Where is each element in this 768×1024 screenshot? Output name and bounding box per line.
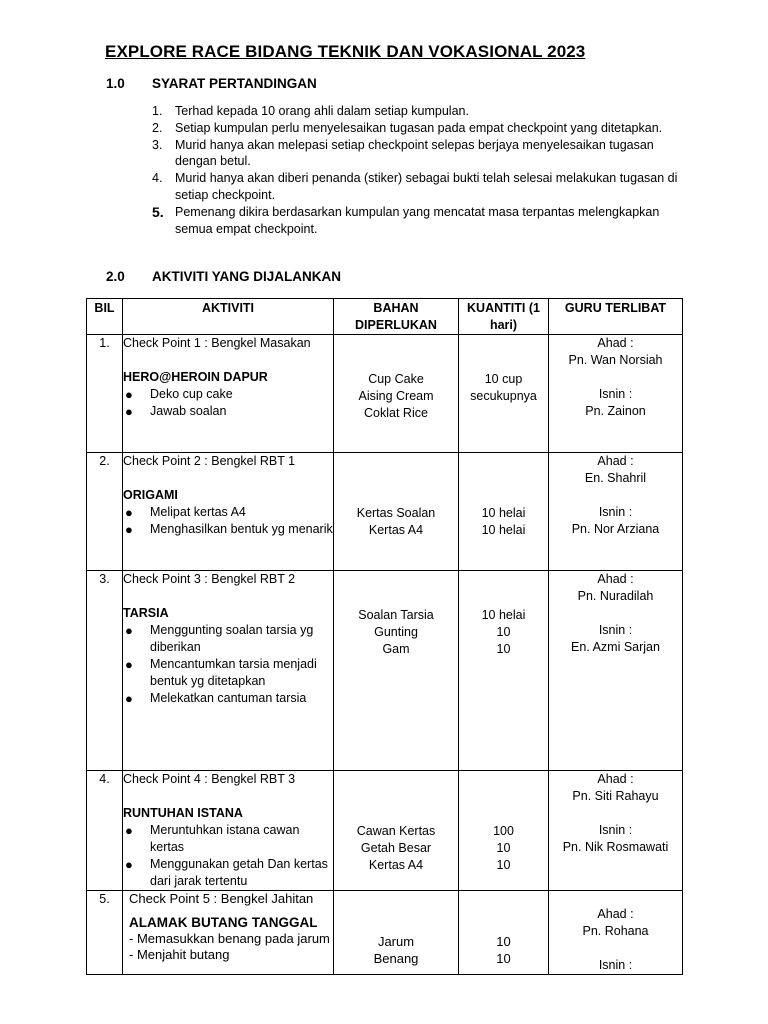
rule-item — [150, 204, 690, 238]
bahan-cell — [334, 571, 459, 771]
header-bil: BIL — [87, 299, 123, 335]
activity-table — [86, 298, 683, 975]
task-item — [123, 386, 333, 403]
bahan-cell — [334, 771, 459, 891]
activity-cell — [123, 891, 334, 975]
row-number: 1. — [87, 335, 123, 453]
activity-title: ORIGAMI — [123, 488, 178, 502]
activity-cell — [123, 771, 334, 891]
rule-item — [150, 170, 690, 204]
bullet-icon: ● — [125, 522, 133, 537]
task-text: - Menjahit butang — [129, 947, 230, 962]
task-text: Mencantumkan tarsia menjadi bentuk yg ditetapkan — [150, 657, 317, 688]
kuantiti-item: 10 — [496, 625, 511, 639]
task-text: Meruntuhkan istana cawan kertas — [150, 823, 300, 854]
kuantiti-item: 10 helai — [481, 608, 526, 622]
rule-item — [150, 120, 690, 137]
guru-day: Ahad : — [597, 454, 634, 468]
kuantiti-item: 10 helai — [481, 506, 526, 520]
task-text: Deko cup cake — [150, 387, 233, 401]
task-text: Menggunting soalan tarsia yg diberikan — [150, 623, 314, 654]
kuantiti-item: 100 — [493, 824, 514, 838]
row-number: 3. — [87, 571, 123, 771]
kuantiti-cell — [459, 571, 549, 771]
header-bahan: BAHAN DIPERLUKAN — [334, 299, 459, 335]
guru-cell — [549, 453, 683, 571]
task-text: Jawab soalan — [150, 404, 227, 418]
rules-list — [150, 103, 690, 237]
task-item — [123, 504, 333, 521]
kuantiti-item: 10 — [496, 841, 511, 855]
rule-text: Murid hanya akan diberi penanda (stiker) sebagai bukti telah selesai melakukan tugasan di setiap checkpoint. — [175, 171, 678, 202]
rule-text: Setiap kumpulan perlu menyelesaikan tugasan pada empat checkpoint yang ditetapkan. — [175, 120, 663, 135]
rule-number: 4. — [152, 171, 163, 186]
rule-text: Terhad kepada 10 orang ahli dalam setiap kumpulan. — [175, 104, 469, 118]
guru-name: Pn. Nuradilah — [577, 589, 654, 603]
guru-name: Pn. Siti Rahayu — [572, 789, 659, 803]
activity-cell — [123, 453, 334, 571]
guru-cell — [549, 891, 683, 975]
row-number: 4. — [87, 771, 123, 891]
table-row — [87, 335, 683, 453]
task-item — [123, 521, 333, 538]
header-guru: GURU TERLIBAT — [549, 299, 683, 335]
task-list — [123, 386, 333, 420]
rule-number: 1. — [152, 104, 163, 118]
guru-cell — [549, 771, 683, 891]
bullet-icon: ● — [125, 657, 133, 672]
section-1-heading — [106, 76, 317, 91]
guru-name: En. Shahril — [584, 471, 647, 485]
task-list — [123, 622, 333, 707]
guru-day: Isnin : — [598, 958, 633, 972]
row-number: 2. — [87, 453, 123, 571]
guru-day: Isnin : — [598, 823, 633, 837]
checkpoint-label: Check Point 2 : Bengkel RBT 1 — [123, 454, 296, 468]
guru-day: Isnin : — [598, 505, 633, 519]
kuantiti-cell — [459, 891, 549, 975]
task-item — [123, 856, 333, 890]
section-2-title: AKTIVITI YANG DIJALANKAN — [152, 269, 342, 284]
rule-text: Pemenang dikira berdasarkan kumpulan yang mencatat masa terpantas melengkapkan semua empat checkpoint. — [175, 204, 660, 236]
kuantiti-cell — [459, 453, 549, 571]
rule-number: 3. — [152, 137, 163, 152]
kuantiti-cell — [459, 771, 549, 891]
kuantiti-item: 10 — [496, 858, 511, 872]
kuantiti-item: 10 helai — [481, 523, 526, 537]
bahan-item: Benang — [373, 951, 419, 966]
kuantiti-cell — [459, 335, 549, 453]
section-2-heading — [106, 269, 341, 284]
bahan-item: Soalan Tarsia — [358, 608, 434, 622]
guru-day: Ahad : — [597, 336, 634, 350]
guru-day: Ahad : — [597, 907, 634, 921]
header-kuantiti: KUANTITI (1 hari) — [459, 299, 549, 335]
bahan-item: Kertas Soalan — [356, 506, 436, 520]
guru-name: Pn. Wan Norsiah — [568, 353, 663, 367]
section-2-number: 2.0 — [106, 269, 125, 284]
activity-cell — [123, 335, 334, 453]
bahan-item: Kertas A4 — [368, 858, 424, 872]
guru-name: En. Azmi Sarjan — [571, 640, 660, 654]
kuantiti-item: 10 — [496, 951, 511, 966]
row-number: 5. — [87, 891, 123, 975]
task-text: - Memasukkan benang pada jarum — [129, 931, 330, 946]
rule-item — [150, 103, 690, 120]
section-1-title: SYARAT PERTANDINGAN — [152, 76, 317, 91]
task-item — [123, 822, 333, 856]
task-text: Melekatkan cantuman tarsia — [150, 691, 307, 705]
task-item — [123, 403, 333, 420]
table-row — [87, 571, 683, 771]
bahan-cell — [334, 453, 459, 571]
bahan-item: Getah Besar — [360, 841, 432, 855]
table-row — [87, 891, 683, 975]
header-aktiviti: AKTIVITI — [123, 299, 334, 335]
kuantiti-item: secukupnya — [470, 389, 537, 403]
activity-cell — [123, 571, 334, 771]
bullet-icon: ● — [125, 505, 133, 520]
rule-number: 2. — [152, 120, 163, 135]
bahan-item: Kertas A4 — [368, 523, 424, 537]
guru-name: Pn. Nik Rosmawati — [562, 840, 669, 854]
task-item — [123, 656, 333, 690]
checkpoint-label: Check Point 1 : Bengkel Masakan — [123, 336, 311, 350]
bullet-icon: ● — [125, 691, 133, 706]
activity-title: TARSIA — [123, 606, 169, 620]
bahan-item: Coklat Rice — [364, 406, 428, 420]
checkpoint-label: Check Point 5 : Bengkel Jahitan — [129, 891, 314, 906]
bahan-cell — [334, 891, 459, 975]
kuantiti-item: 10 — [496, 934, 511, 949]
task-text: Menggunakan getah Dan kertas dari jarak tertentu — [150, 857, 328, 888]
task-list — [123, 504, 333, 538]
bahan-item: Jarum — [377, 934, 415, 949]
activity-title: HERO@HEROIN DAPUR — [123, 370, 268, 384]
task-item — [123, 622, 333, 656]
guru-day: Ahad : — [597, 772, 634, 786]
guru-name: Pn. Zainon — [585, 404, 646, 418]
table-row — [87, 771, 683, 891]
bahan-item: Gunting — [374, 625, 418, 639]
checkpoint-label: Check Point 3 : Bengkel RBT 2 — [123, 572, 296, 586]
activity-title: ALAMAK BUTANG TANGGAL — [129, 915, 318, 930]
document-title: EXPLORE RACE BIDANG TEKNIK DAN VOKASIONAL 2023 — [105, 42, 586, 61]
task-text: Menghasilkan bentuk yg menarik — [150, 522, 333, 536]
guru-cell — [549, 571, 683, 771]
kuantiti-item: 10 cup — [484, 372, 523, 386]
bullet-icon: ● — [125, 623, 133, 638]
bahan-item: Gam — [382, 642, 410, 656]
task-item — [123, 690, 333, 707]
guru-day: Isnin : — [598, 387, 633, 401]
guru-name: Pn. Rohana — [582, 924, 649, 938]
table-header-row — [87, 299, 683, 335]
rule-number: 5. — [152, 203, 164, 220]
bahan-cell — [334, 335, 459, 453]
section-1-number: 1.0 — [106, 76, 125, 91]
checkpoint-label: Check Point 4 : Bengkel RBT 3 — [123, 772, 296, 786]
activity-title: RUNTUHAN ISTANA — [123, 806, 243, 820]
guru-day: Isnin : — [598, 623, 633, 637]
rule-item — [150, 137, 690, 171]
bullet-icon: ● — [125, 857, 133, 872]
bahan-item: Cawan Kertas — [356, 824, 436, 838]
table-row — [87, 453, 683, 571]
guru-cell — [549, 335, 683, 453]
guru-name: Pn. Nor Arziana — [571, 522, 660, 536]
bullet-icon: ● — [125, 823, 133, 838]
bullet-icon: ● — [125, 387, 133, 402]
bahan-item: Cup Cake — [368, 372, 424, 386]
bullet-icon: ● — [125, 404, 133, 419]
kuantiti-item: 10 — [496, 642, 511, 656]
task-text: Melipat kertas A4 — [150, 505, 246, 519]
task-list — [123, 822, 333, 890]
rule-text: Murid hanya akan melepasi setiap checkpoint selepas berjaya menyelesaikan tugasan dengan betul. — [175, 137, 654, 169]
bahan-item: Aising Cream — [358, 389, 434, 403]
guru-day: Ahad : — [597, 572, 634, 586]
